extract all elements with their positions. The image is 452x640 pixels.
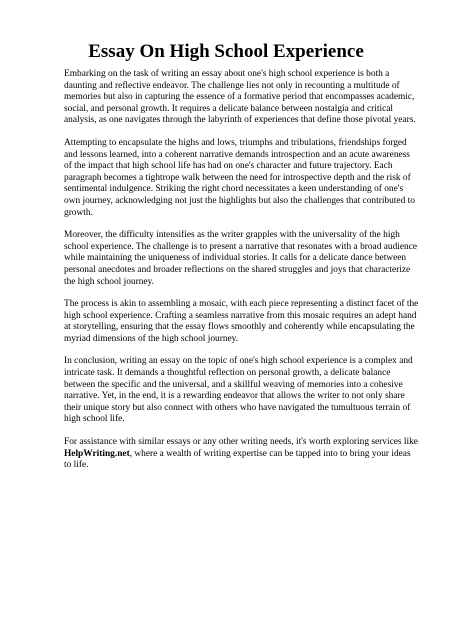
paragraph-intro: Embarking on the task of writing an essay about one's high school experience is both a daunting and reflective endeavor. The challenge lies not only in recounting a multitude of memories but also in capturing the essence of a formative period that encompasses academic, social, and personal growth. It requires a delicate balance between nostalgia and critical analysis, as one navigates through the labyrinth of experiences that define those pivotal years.: [64, 69, 416, 126]
helpwriting-link[interactable]: HelpWriting.net: [64, 448, 130, 459]
closing-text-after: , where a wealth of writing expertise can be tapped into to bring your ideas to life.: [64, 448, 411, 471]
paragraph-closing: [64, 437, 420, 472]
paragraph-universality: Moreover, the difficulty intensifies as the writer grapples with the universality of the high school experience. The challenge is to present a narrative that resonates with a broad audience while maintaining the uniqueness of individual stories. It calls for a delicate dance between personal anecdotes and broader reflections on the shared struggles and joys that characterize the high school journey.: [64, 230, 418, 287]
paragraph-conclusion: In conclusion, writing an essay on the topic of one's high school experience is a complex and intricate task. It demands a thoughtful reflection on personal growth, a delicate balance between the specific and the universal, and a skillful weaving of memories into a cohesive narrative. Yet, in the end, it is a rewarding endeavor that allows the writer to not only share their unique story but also connect with others who have navigated the tumultuous terrain of high school life.: [64, 356, 413, 425]
paragraph-highs-lows: Attempting to encapsulate the highs and lows, triumphs and tribulations, friendships forged and lessons learned, into a coherent narrative demands introspection and an acute awareness of the impact that high school life has had on one's character and future trajectory. Each paragraph becomes a tightrope walk between the need for introspective depth and the risk of sentimental indulgence. Striking the right chord necessitates a keen understanding of one's own journey, acknowledging not just the highlights but also the challenges that contributed to growth.: [64, 137, 415, 218]
page-title: Essay On High School Experience: [88, 41, 364, 62]
closing-text-before: For assistance with similar essays or any other writing needs, it's worth exploring services like: [64, 437, 418, 448]
essay-body: [64, 69, 420, 483]
paragraph-mosaic: The process is akin to assembling a mosaic, with each piece representing a distinct facet of the high school experience. Crafting a seamless narrative from this mosaic requires an adept hand at storytelling, ensuring that the essay flows smoothly and coherently while encapsulating the myriad dimensions of the high school journey.: [64, 299, 419, 344]
